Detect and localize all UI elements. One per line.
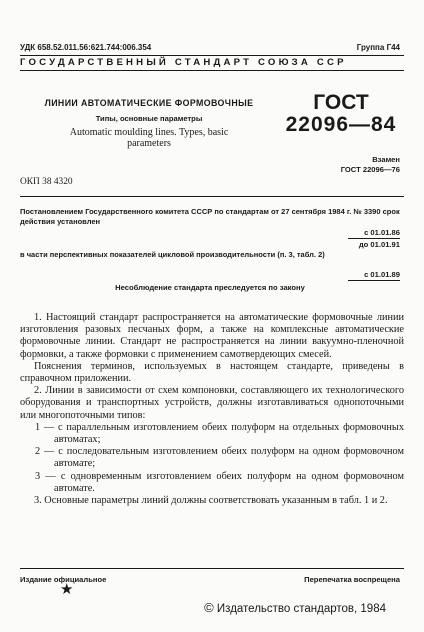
paragraph-1: 1. Настоящий стандарт распространяется на автоматические формовочные линии изготовления разовых песчаных форм, а также на комплексные автоматические формовочные линии. Стандарт не распространяется на линии вакуумно-пленочной формовки, а также формовки с применением самотвердеющих смесей. — [20, 312, 404, 360]
date-underline — [348, 238, 400, 239]
replaces-label: Взамен — [372, 155, 400, 164]
reprint-prohibited-label: Перепечатка воспрещена — [304, 575, 400, 584]
replaces-standard: ГОСТ 22096—76 — [340, 165, 400, 174]
star-icon: ★ — [60, 582, 74, 598]
title-rule — [20, 196, 404, 197]
title-block — [20, 98, 278, 149]
replaces-block — [341, 155, 400, 175]
official-edition-label: Издание официальное — [20, 575, 107, 584]
paragraph-1b: Пояснения терминов, используемых в настоящем стандарте, приведены в справочном приложении. — [20, 360, 404, 385]
partial-scope-date: с 01.01.89 — [364, 270, 400, 279]
document-title: ЛИНИИ АВТОМАТИЧЕСКИЕ ФОРМОВОЧНЫЕ — [44, 98, 254, 108]
partial-date-underline — [348, 280, 400, 281]
gost-designation — [276, 92, 406, 136]
document-subtitle: Типы, основные параметры — [95, 114, 203, 123]
type-item-3: 3 — с одновременным изготовлением обеих полуформ на одном формовочном автомате. — [35, 470, 404, 494]
paragraph-3: 3. Основные параметры линий должны соответствовать указанным в табл. 1 и 2. — [34, 495, 388, 507]
type-item-2: 2 — с последовательным изготовлением обеих полуформ на одном формовочном автомате; — [35, 446, 404, 470]
udk-code: УДК 658.52.011.56:621.744:006.354 — [20, 43, 152, 52]
gost-label: ГОСТ — [313, 91, 369, 114]
gost-number: 22096—84 — [285, 113, 397, 136]
partial-scope-text: в части перспективных показателей цикловой производительности (п. 3, табл. 2) — [20, 250, 325, 259]
okp-code: ОКП 38 4320 — [20, 177, 73, 187]
english-title: Automatic moulding lines. Types, basic parameters — [69, 127, 229, 149]
footer-rule — [20, 568, 404, 569]
copyright-icon: © — [204, 600, 214, 615]
decree-text: Постановлением Государственного комитета СССР по стандартам от 27 сентября 1984 г. № 3390 срок действия установлен — [20, 207, 400, 226]
legal-liability-note: Несоблюдение стандарта преследуется по закону — [115, 283, 305, 292]
group-code: Группа Г44 — [356, 43, 400, 52]
paragraph-2: 2. Линии в зависимости от схем компоновки, составляющего их технологического оборудования и транспортных устройств, должны изготавливаться однопоточными или многопоточными типов: — [20, 385, 404, 421]
header-rule-top — [20, 55, 404, 56]
publisher-name: Издательство стандартов, 1984 — [216, 603, 386, 615]
validity-date-to: до 01.01.91 — [358, 240, 400, 249]
type-item-1: 1 — с параллельным изготовлением обеих полуформ на отдельных формовочных автоматах; — [35, 421, 404, 446]
header-rule-bottom — [20, 70, 404, 71]
copyright-line — [204, 600, 386, 615]
validity-date-from: с 01.01.86 — [364, 228, 400, 237]
state-standard-heading: ГОСУДАРСТВЕННЫЙ СТАНДАРТ СОЮЗА ССР — [20, 57, 347, 68]
standard-body — [20, 312, 404, 507]
